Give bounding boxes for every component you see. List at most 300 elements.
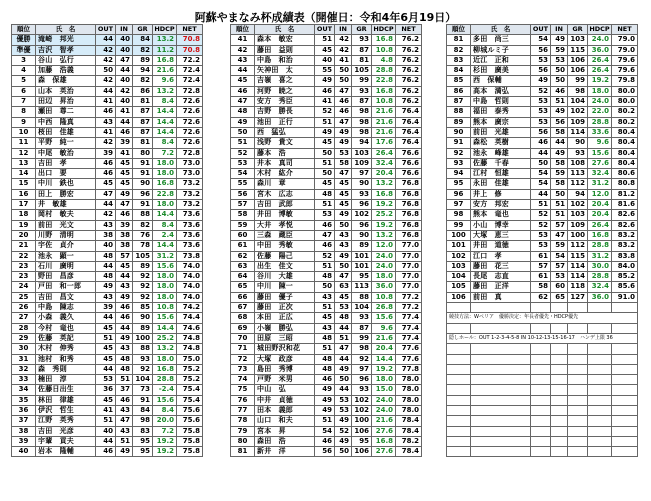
net-cell: 77.0: [396, 261, 422, 271]
table-row: [12, 282, 203, 292]
hdcp-cell: 28.8: [372, 66, 396, 76]
name-cell: 前田 光文: [36, 220, 96, 230]
gross-cell: 81: [133, 138, 153, 148]
hdcp-cell: 21.6: [372, 416, 396, 426]
in-cell: 51: [551, 200, 568, 210]
out-cell: 50: [315, 169, 335, 179]
out-cell: 42: [96, 138, 116, 148]
in-cell: 45: [335, 200, 352, 210]
rank-cell: 77: [231, 405, 255, 415]
name-cell: 前田 真: [471, 292, 531, 302]
out-cell: 45: [96, 344, 116, 354]
gross-cell: 90: [352, 230, 372, 240]
name-cell: 吉田 孝: [36, 158, 96, 168]
empty-cell: [531, 447, 551, 457]
out-cell: 52: [531, 86, 551, 96]
hdcp-cell: 7.2: [153, 426, 177, 436]
net-cell: 76.2: [396, 55, 422, 65]
hdcp-cell: 20.4: [588, 210, 612, 220]
note-text: 競技方法：Wペリア 優勝決定：年長者優先・HDCP優先: [447, 313, 638, 323]
in-cell: 54: [551, 251, 568, 261]
hdcp-cell: 20.4: [588, 200, 612, 210]
rank-cell: 67: [231, 303, 255, 313]
net-cell: 91.0: [612, 292, 638, 302]
name-cell: 戸野 米男: [255, 375, 315, 385]
name-cell: 池永 峰雄: [471, 148, 531, 158]
gross-cell: 94: [568, 189, 588, 199]
name-cell: 森田 浩: [255, 436, 315, 446]
out-cell: 54: [315, 426, 335, 436]
net-cell: 77.2: [396, 303, 422, 313]
name-cell: 藤田 正次: [255, 303, 315, 313]
in-cell: 45: [335, 179, 352, 189]
hdcp-cell: 9.6: [372, 323, 396, 333]
gross-cell: 102: [352, 210, 372, 220]
in-cell: 44: [335, 354, 352, 364]
hdcp-cell: 14.4: [153, 107, 177, 117]
gross-cell: 106: [352, 426, 372, 436]
out-cell: 48: [96, 251, 116, 261]
name-cell: 佐藤 千春: [471, 158, 531, 168]
hdcp-cell: 31.2: [588, 179, 612, 189]
net-cell: 75.8: [177, 426, 203, 436]
in-cell: 51: [116, 436, 133, 446]
table-row: [12, 251, 203, 261]
net-cell: 81.6: [612, 200, 638, 210]
gross-cell: 96: [352, 200, 372, 210]
empty-cell: [471, 436, 531, 446]
gross-cell: 90: [133, 313, 153, 323]
net-cell: 74.2: [177, 303, 203, 313]
hdcp-cell: 26.4: [588, 66, 612, 76]
out-cell: 51: [315, 158, 335, 168]
table-row: [447, 282, 638, 292]
rank-cell: 35: [12, 395, 36, 405]
out-cell: 51: [315, 200, 335, 210]
name-cell: 滝崎 邦光: [36, 35, 96, 45]
gross-cell: 95: [352, 436, 372, 446]
in-cell: 49: [335, 138, 352, 148]
rank-cell: 21: [12, 241, 36, 251]
empty-cell: [568, 385, 588, 395]
in-cell: 46: [116, 395, 133, 405]
net-cell: 73.2: [177, 189, 203, 199]
table-row: [231, 364, 422, 374]
empty-cell: [531, 323, 551, 333]
name-cell: 西 猛弘: [255, 127, 315, 137]
hdcp-cell: 24.0: [588, 97, 612, 107]
gross-cell: 114: [568, 272, 588, 282]
hdcp-cell: 18.0: [153, 158, 177, 168]
gross-cell: 89: [133, 323, 153, 333]
gross-cell: 98: [352, 107, 372, 117]
in-cell: 57: [551, 220, 568, 230]
hdcp-cell: 15.0: [372, 385, 396, 395]
net-cell: 76.2: [396, 45, 422, 55]
gross-cell: 118: [568, 282, 588, 292]
in-cell: 40: [116, 45, 133, 55]
net-cell: 76.8: [396, 189, 422, 199]
out-cell: 56: [315, 447, 335, 457]
out-cell: 43: [315, 323, 335, 333]
net-cell: 76.2: [396, 35, 422, 45]
out-cell: 61: [531, 251, 551, 261]
table-row: [231, 344, 422, 354]
table-row: [231, 127, 422, 137]
table-row: [447, 179, 638, 189]
net-cell: 76.6: [396, 169, 422, 179]
hdcp-cell: 18.0: [372, 272, 396, 282]
in-cell: 38: [116, 230, 133, 240]
gross-cell: 82: [133, 45, 153, 55]
out-cell: 51: [315, 344, 335, 354]
table-row: [231, 272, 422, 282]
name-cell: 田原 三昭: [255, 333, 315, 343]
gross-cell: 104: [352, 303, 372, 313]
gross-cell: 89: [133, 55, 153, 65]
net-cell: 82.6: [612, 210, 638, 220]
net-cell: 84.0: [612, 261, 638, 271]
rank-cell: 43: [231, 55, 255, 65]
empty-cell: [531, 344, 551, 354]
gross-cell: 89: [352, 241, 372, 251]
hdcp-cell: 27.6: [372, 426, 396, 436]
rank-cell: 68: [231, 313, 255, 323]
table-row: [12, 405, 203, 415]
empty-cell: [568, 344, 588, 354]
rank-cell: 55: [231, 179, 255, 189]
in-cell: 43: [116, 344, 133, 354]
table-row: [447, 107, 638, 117]
hdcp-cell: 33.6: [588, 127, 612, 137]
rank-cell: 106: [447, 292, 471, 302]
hdcp-cell: 10.8: [372, 97, 396, 107]
net-cell: 73.6: [177, 220, 203, 230]
net-cell: 73.2: [177, 179, 203, 189]
hdcp-cell: 4.8: [372, 55, 396, 65]
net-cell: 80.8: [612, 179, 638, 189]
empty-cell: [531, 375, 551, 385]
empty-row: [447, 323, 638, 333]
hdcp-cell: 24.0: [372, 251, 396, 261]
rank-cell: 8: [12, 107, 36, 117]
empty-cell: [551, 395, 568, 405]
in-cell: 37: [116, 385, 133, 395]
name-cell: 江口 孝: [471, 251, 531, 261]
empty-row: [447, 447, 638, 457]
name-cell: 岡村 敏夫: [36, 210, 96, 220]
gross-cell: 92: [352, 354, 372, 364]
column-header: OUT: [315, 25, 335, 35]
hdcp-cell: 14.4: [153, 117, 177, 127]
table-row: [12, 76, 203, 86]
net-cell: 79.0: [612, 45, 638, 55]
in-cell: 51: [335, 333, 352, 343]
hdcp-cell: 15.6: [153, 261, 177, 271]
name-cell: 吉田 昌文: [36, 292, 96, 302]
net-cell: 73.0: [177, 158, 203, 168]
name-cell: 平野 純一: [36, 138, 96, 148]
rank-cell: 優勝: [12, 35, 36, 45]
rank-cell: 90: [447, 127, 471, 137]
out-cell: 49: [315, 127, 335, 137]
out-cell: 53: [531, 97, 551, 107]
name-cell: 井本 真司: [255, 158, 315, 168]
hdcp-cell: 18.0: [153, 354, 177, 364]
name-cell: 岩本 隆輔: [36, 447, 96, 457]
in-cell: 63: [335, 282, 352, 292]
hdcp-cell: 14.4: [153, 323, 177, 333]
in-cell: 48: [335, 313, 352, 323]
out-cell: 53: [531, 107, 551, 117]
net-cell: 74.6: [177, 323, 203, 333]
rank-cell: 7: [12, 97, 36, 107]
rank-cell: 50: [231, 127, 255, 137]
net-cell: 83.8: [612, 251, 638, 261]
out-cell: 51: [96, 333, 116, 343]
net-cell: 77.6: [396, 344, 422, 354]
gross-cell: 93: [352, 189, 372, 199]
in-cell: 44: [116, 117, 133, 127]
out-cell: 49: [96, 282, 116, 292]
gross-cell: 76: [133, 230, 153, 240]
table-row: [12, 344, 203, 354]
empty-cell: [447, 426, 471, 436]
hdcp-cell: 15.6: [588, 148, 612, 158]
name-cell: 大井 孝悦: [255, 220, 315, 230]
net-cell: 78.4: [396, 426, 422, 436]
empty-cell: [568, 303, 588, 313]
table-row: [231, 354, 422, 364]
name-cell: 吉田 光彦: [36, 426, 96, 436]
rank-cell: 53: [231, 158, 255, 168]
out-cell: 46: [96, 158, 116, 168]
name-cell: 伊沢 哲生: [36, 405, 96, 415]
name-cell: 小山 博幸: [471, 220, 531, 230]
header-row: [12, 25, 203, 35]
column-header: HDCP: [589, 25, 610, 33]
in-cell: 51: [551, 97, 568, 107]
in-cell: 50: [335, 66, 352, 76]
column-header: 順位: [447, 25, 471, 35]
out-cell: 44: [96, 86, 116, 96]
rank-cell: 34: [12, 385, 36, 395]
table-row: [12, 138, 203, 148]
out-cell: 55: [315, 66, 335, 76]
in-cell: 49: [335, 436, 352, 446]
table-row: [231, 375, 422, 385]
out-cell: 41: [315, 97, 335, 107]
header-row: [231, 25, 422, 35]
empty-cell: [568, 416, 588, 426]
net-cell: 83.2: [612, 230, 638, 240]
in-cell: 49: [335, 210, 352, 220]
net-cell: 78.0: [396, 375, 422, 385]
hdcp-cell: 16.8: [588, 230, 612, 240]
rank-cell: 15: [12, 179, 36, 189]
out-cell: 44: [531, 189, 551, 199]
in-cell: 47: [116, 416, 133, 426]
empty-cell: [471, 447, 531, 457]
gross-cell: 108: [568, 158, 588, 168]
empty-cell: [588, 344, 612, 354]
rank-cell: 26: [12, 303, 36, 313]
net-cell: 79.6: [612, 66, 638, 76]
hdcp-cell: 26.4: [588, 55, 612, 65]
table-row: [12, 117, 203, 127]
table-row: [231, 138, 422, 148]
rank-cell: 76: [231, 395, 255, 405]
net-cell: 81.2: [612, 189, 638, 199]
hdcp-cell: 16.8: [153, 179, 177, 189]
empty-cell: [471, 303, 531, 313]
gross-cell: 95: [352, 272, 372, 282]
out-cell: 46: [315, 86, 335, 96]
name-cell: 小嶺 勝弘: [255, 323, 315, 333]
hdcp-cell: 13.2: [153, 344, 177, 354]
out-cell: 61: [531, 272, 551, 282]
rank-cell: 89: [447, 117, 471, 127]
results-column-1: [11, 24, 203, 457]
empty-cell: [588, 405, 612, 415]
gross-cell: 95: [133, 436, 153, 446]
in-cell: 42: [116, 86, 133, 96]
out-cell: 56: [531, 45, 551, 55]
name-cell: 森 秀則: [36, 364, 96, 374]
name-cell: 森 保雄: [36, 76, 96, 86]
gross-cell: 102: [568, 107, 588, 117]
name-cell: 中西 隆真: [36, 117, 96, 127]
rank-cell: 59: [231, 220, 255, 230]
table-row: [447, 86, 638, 96]
gross-cell: 115: [568, 251, 588, 261]
gross-cell: 105: [352, 66, 372, 76]
out-cell: 45: [315, 313, 335, 323]
name-cell: 吉野 勝長: [255, 107, 315, 117]
empty-cell: [612, 416, 638, 426]
out-cell: 45: [96, 395, 116, 405]
table-row: [447, 138, 638, 148]
hdcp-cell: 18.0: [153, 292, 177, 302]
out-cell: 46: [96, 169, 116, 179]
column-header: NET: [396, 25, 422, 35]
rank-cell: 3: [12, 55, 36, 65]
out-cell: 53: [96, 375, 116, 385]
net-cell: 76.8: [396, 230, 422, 240]
rank-cell: 18: [12, 210, 36, 220]
gross-cell: 102: [352, 395, 372, 405]
name-cell: 中尾 敏治: [36, 148, 96, 158]
in-cell: 44: [551, 138, 568, 148]
out-cell: 39: [96, 303, 116, 313]
in-cell: 56: [551, 117, 568, 127]
hdcp-cell: 26.4: [588, 220, 612, 230]
net-cell: 74.8: [177, 344, 203, 354]
empty-cell: [551, 447, 568, 457]
in-cell: 48: [116, 354, 133, 364]
empty-row: [447, 395, 638, 405]
table-row: [447, 127, 638, 137]
net-cell: 74.0: [177, 282, 203, 292]
in-cell: 49: [116, 447, 133, 457]
gross-cell: 92: [133, 282, 153, 292]
table-row: [12, 436, 203, 446]
table-row: [231, 447, 422, 457]
in-cell: 40: [116, 76, 133, 86]
gross-cell: 100: [352, 416, 372, 426]
empty-row: [447, 344, 638, 354]
gross-cell: 84: [133, 35, 153, 45]
gross-cell: 97: [352, 169, 372, 179]
out-cell: 44: [96, 364, 116, 374]
name-cell: 井上 修: [471, 189, 531, 199]
out-cell: 52: [315, 251, 335, 261]
in-cell: 50: [335, 375, 352, 385]
net-cell: 76.4: [396, 107, 422, 117]
name-cell: 宇佐 貞介: [36, 241, 96, 251]
rank-cell: 63: [231, 261, 255, 271]
name-cell: 江村 恒雄: [471, 169, 531, 179]
name-cell: 杉田 廣美: [471, 66, 531, 76]
out-cell: 50: [315, 282, 335, 292]
in-cell: 46: [335, 97, 352, 107]
empty-cell: [588, 395, 612, 405]
gross-cell: 88: [133, 210, 153, 220]
in-cell: 46: [116, 127, 133, 137]
gross-cell: 92: [133, 292, 153, 302]
gross-cell: 104: [568, 97, 588, 107]
empty-cell: [447, 395, 471, 405]
net-cell: 73.6: [177, 241, 203, 251]
rank-cell: 54: [231, 169, 255, 179]
in-cell: 49: [116, 333, 133, 343]
hdcp-cell: 27.6: [372, 447, 396, 457]
gross-cell: 92: [133, 364, 153, 374]
empty-cell: [531, 364, 551, 374]
out-cell: 42: [96, 210, 116, 220]
name-cell: 多田 尚三: [471, 35, 531, 45]
empty-cell: [471, 354, 531, 364]
name-cell: 田本 義郎: [255, 405, 315, 415]
empty-row: [447, 364, 638, 374]
column-header: IN: [551, 25, 568, 35]
table-row: [12, 86, 203, 96]
rank-cell: 41: [231, 35, 255, 45]
column-header: HDCP: [373, 25, 394, 33]
name-cell: 井田 道徳: [471, 241, 531, 251]
empty-cell: [471, 364, 531, 374]
empty-cell: [612, 354, 638, 364]
out-cell: 44: [531, 148, 551, 158]
out-cell: 51: [531, 200, 551, 210]
net-cell: 75.8: [177, 447, 203, 457]
out-cell: 49: [315, 385, 335, 395]
gross-cell: 115: [568, 45, 588, 55]
table-row: [12, 189, 203, 199]
in-cell: 49: [335, 416, 352, 426]
name-cell: 宮本 昇: [255, 426, 315, 436]
empty-cell: [568, 426, 588, 436]
hdcp-cell: 7.2: [153, 148, 177, 158]
table-row: [447, 76, 638, 86]
table-row: [231, 158, 422, 168]
rank-cell: 61: [231, 241, 255, 251]
gross-cell: 109: [568, 220, 588, 230]
gross-cell: 106: [568, 66, 588, 76]
note-row: [447, 333, 638, 343]
out-cell: 39: [96, 148, 116, 158]
rank-cell: 44: [231, 66, 255, 76]
